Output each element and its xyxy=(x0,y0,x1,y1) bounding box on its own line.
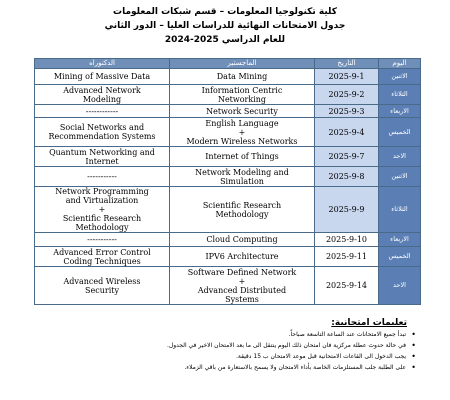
header-date: التاريخ xyxy=(315,59,379,69)
exam-date: 2025-9-4 xyxy=(315,118,379,147)
masters-course-line: + xyxy=(238,276,246,286)
masters-course-line: Systems xyxy=(225,294,259,304)
masters-course-line: Data Mining xyxy=(216,72,268,81)
doctorate-course-line: Mining of Massive Data xyxy=(53,72,151,81)
masters-course xyxy=(170,233,315,247)
table-row xyxy=(35,167,421,187)
table-header-row xyxy=(35,59,421,69)
doctorate-course-line: Methodology xyxy=(75,223,129,232)
exam-day: الثلاثاء xyxy=(379,85,421,105)
table-body xyxy=(35,69,421,305)
masters-course xyxy=(170,118,315,147)
masters-course xyxy=(170,167,315,187)
exam-day: الاحد xyxy=(379,267,421,305)
doctorate-course xyxy=(35,233,170,247)
exam-date: 2025-9-3 xyxy=(315,105,379,118)
masters-course xyxy=(170,69,315,85)
instruction-item: • تبدأ جميع الامتحانات عند الساعة التاسعة صباحاً. xyxy=(46,329,406,340)
doctorate-course xyxy=(35,147,170,167)
masters-course-line: Simulation xyxy=(220,176,264,186)
doctorate-course-line: Recommendation Systems xyxy=(48,132,156,141)
doctorate-course-line: Advanced Network xyxy=(63,85,141,95)
instruction-item: • على الطلبة جلب المستلزمات الخاصة بأداء الامتحان ولا يسمح بالاستعارة من باقي الزملاء. xyxy=(46,362,406,373)
masters-course xyxy=(170,85,315,105)
exam-date: 2025-9-10 xyxy=(315,233,379,247)
doctorate-course xyxy=(35,69,170,85)
exam-day: الثلاثاء xyxy=(379,187,421,233)
doctorate-course xyxy=(35,105,170,118)
masters-course-line: Software Defined Network xyxy=(187,267,297,277)
masters-course-line: Internet of Things xyxy=(205,152,279,161)
doctorate-course xyxy=(35,85,170,105)
masters-course-line: Cloud Computing xyxy=(206,235,278,244)
doctorate-course-line: Security xyxy=(85,285,119,295)
exam-day: الاربعاء xyxy=(379,105,421,118)
instructions-list xyxy=(46,329,420,373)
masters-course xyxy=(170,105,315,118)
exam-date: 2025-9-9 xyxy=(315,187,379,233)
doctorate-course-line: ----------- xyxy=(87,235,117,244)
exam-date: 2025-9-8 xyxy=(315,167,379,187)
doctorate-course xyxy=(35,267,170,305)
exam-day: الاحد xyxy=(379,147,421,167)
masters-course xyxy=(170,267,315,305)
instruction-item: • في حالة حدوث عطلة مركزية فان امتحان ذلك اليوم ينتقل الى ما بعد الامتحان الاخير في الجدول. xyxy=(46,340,406,351)
exam-day: الاربعاء xyxy=(379,233,421,247)
doctorate-course-line: Network Programming xyxy=(55,187,149,196)
masters-course-line: English Language xyxy=(205,118,279,128)
instructions-title: تعليمات امتحانية: xyxy=(331,318,407,328)
masters-course-line: Information Centric xyxy=(201,85,283,95)
doctorate-course-line: ------------ xyxy=(85,106,119,116)
exam-day: الاثنين xyxy=(379,167,421,187)
doctorate-course-line: Internet xyxy=(85,156,119,166)
doctorate-course-line: ----------- xyxy=(87,172,117,181)
doctorate-course xyxy=(35,167,170,187)
doctorate-course-line: Coding Techniques xyxy=(63,256,141,266)
header-day: اليوم xyxy=(379,59,421,69)
exam-date: 2025-9-2 xyxy=(315,85,379,105)
table-row xyxy=(35,105,421,118)
doctorate-course-line: Quantum Networking and xyxy=(49,147,155,157)
header-masters: الماجستير xyxy=(170,59,315,69)
faculty-title: كلية تكنولوجيا المعلومات – قسم شبكات المعلومات xyxy=(113,7,337,17)
doctorate-course-line: Advanced Error Control xyxy=(53,247,151,257)
doctorate-course-line: Advanced Wireless xyxy=(63,276,141,286)
doctorate-course-line: and Virtualization xyxy=(65,196,139,205)
table-row xyxy=(35,267,421,305)
masters-course xyxy=(170,147,315,167)
exam-date: 2025-9-14 xyxy=(315,267,379,305)
masters-course-line: Networking xyxy=(217,94,267,104)
instruction-item: • يجب الدخول الى القاعات الامتحانية قبل موعد الامتحان ب 15 دقيقة. xyxy=(46,351,406,362)
masters-course-line: + xyxy=(238,127,246,137)
doctorate-course xyxy=(35,247,170,267)
exam-date: 2025-9-11 xyxy=(315,247,379,267)
doctorate-course xyxy=(35,187,170,233)
exam-day: الاثنين xyxy=(379,69,421,85)
header-doctorate: الدكتوراه xyxy=(35,59,170,69)
doctorate-course-line: Modeling xyxy=(82,94,122,104)
exam-day: الخميس xyxy=(379,247,421,267)
table-row xyxy=(35,233,421,247)
masters-course-line: Advanced Distributed xyxy=(197,285,287,295)
table-row xyxy=(35,187,421,233)
masters-course-line: Scientific Research xyxy=(202,200,282,210)
doctorate-course xyxy=(35,118,170,147)
masters-course xyxy=(170,187,315,233)
table-row xyxy=(35,69,421,85)
masters-course xyxy=(170,247,315,267)
doctorate-course-line: Scientific Research xyxy=(62,214,142,223)
table-row xyxy=(35,147,421,167)
table-row xyxy=(35,247,421,267)
academic-year-title: للعام الدراسي 2025-2024 xyxy=(164,35,286,45)
masters-course-line: Network Modeling and xyxy=(195,167,289,177)
masters-course-line: Modern Wireless Networks xyxy=(186,136,298,146)
masters-course-line: Methodology xyxy=(215,209,269,219)
exam-schedule-table xyxy=(34,58,421,305)
masters-course-line: IPV6 Architecture xyxy=(205,252,279,261)
exam-date: 2025-9-1 xyxy=(315,69,379,85)
table-row xyxy=(35,85,421,105)
table-row xyxy=(35,118,421,147)
schedule-title: جدول الامتحانات النهائية للدراسات العليا – الدور الثاني xyxy=(104,21,346,31)
exam-date: 2025-9-7 xyxy=(315,147,379,167)
doctorate-course-line: + xyxy=(98,205,106,214)
doctorate-course-line: Social Networks and xyxy=(59,123,145,132)
masters-course-line: Network Security xyxy=(206,106,278,116)
exam-day: الخميس xyxy=(379,118,421,147)
